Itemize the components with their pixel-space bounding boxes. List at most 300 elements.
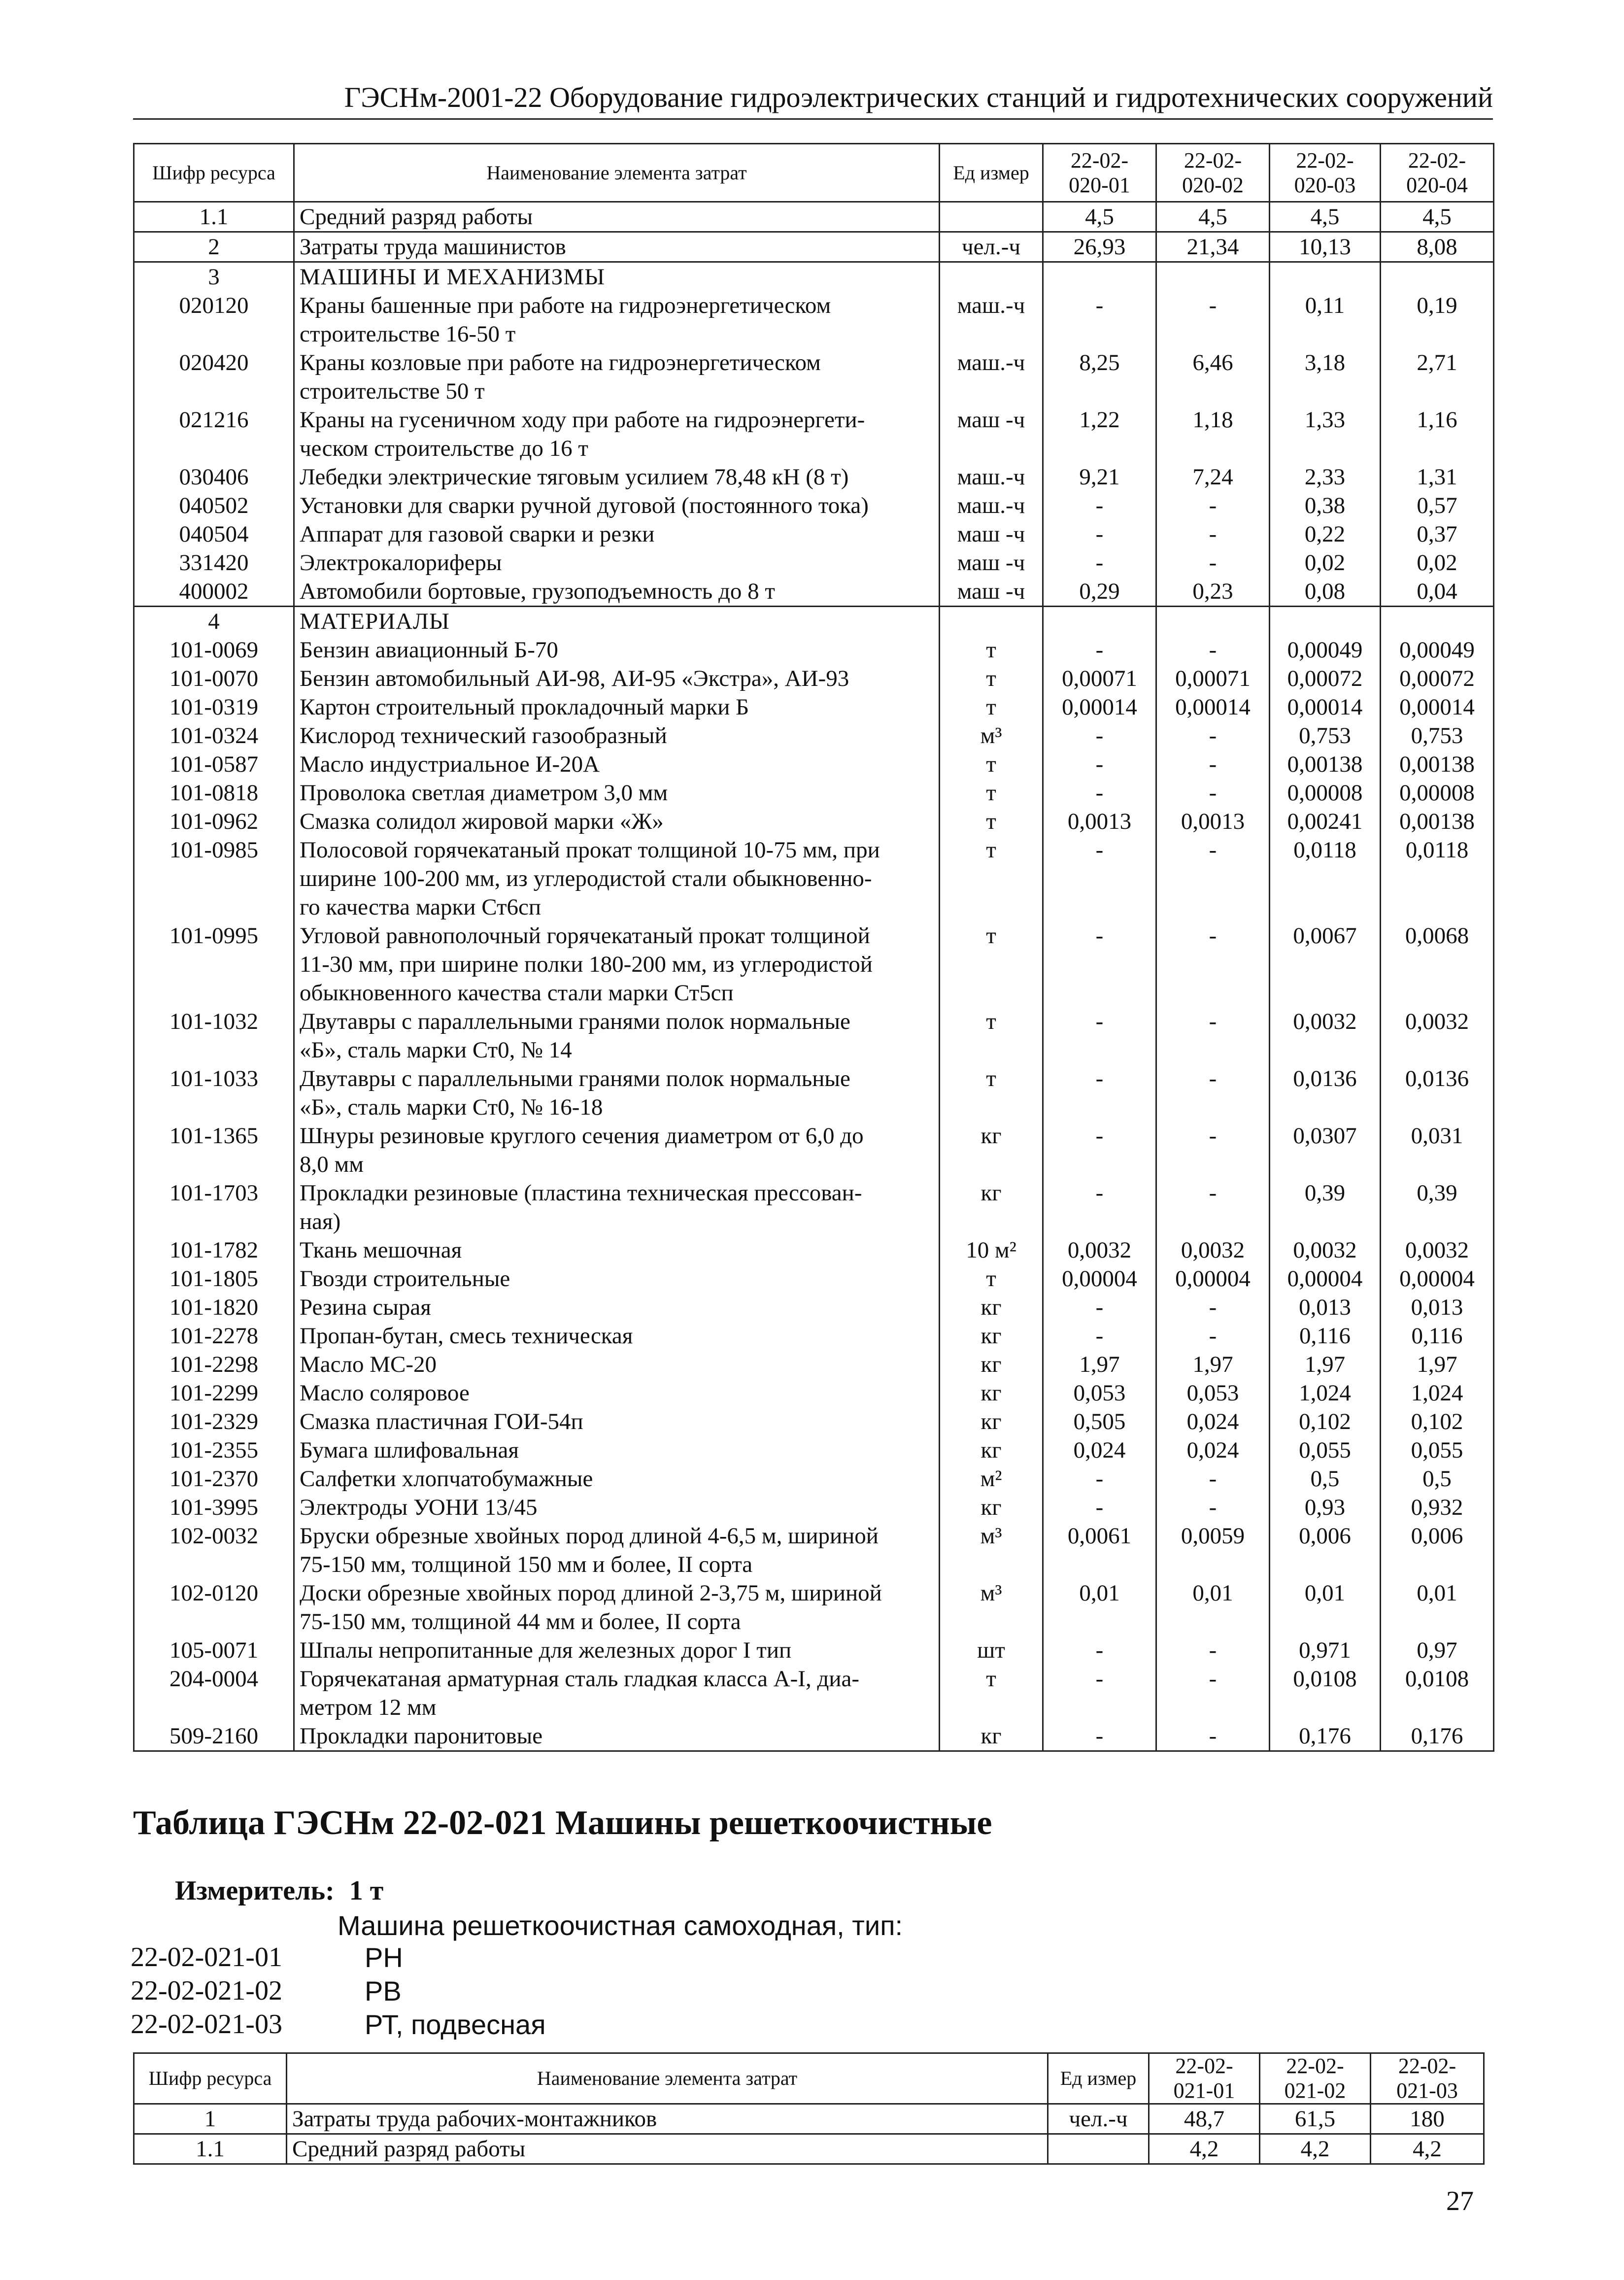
cell-value: 0,176 <box>1381 1722 1494 1751</box>
variant-name: РН <box>365 1942 403 1973</box>
cell-name-line: Угловой равнополочный горячекатаный прокат толщиной <box>300 923 870 949</box>
header-col-1: 22-02- 021-01 <box>1149 2053 1260 2104</box>
cell-name-line: Кислород технический газообразный <box>300 723 667 749</box>
cell-value: 0,0032 <box>1381 1007 1494 1064</box>
cell-unit <box>940 607 1043 636</box>
cell-value: 0,0013 <box>1156 807 1270 836</box>
header-col-4: 22-02- 020-04 <box>1381 144 1494 202</box>
page-number: 27 <box>1446 2186 1474 2216</box>
table-row <box>134 836 1494 921</box>
cell-value: 1,97 <box>1270 1350 1381 1379</box>
cell-value: - <box>1156 1064 1270 1122</box>
cell-code: 101-0324 <box>134 721 294 750</box>
cell-value: 1,024 <box>1381 1379 1494 1407</box>
table-row <box>134 2134 1484 2164</box>
cell-value: 1,024 <box>1270 1379 1381 1407</box>
cell-value: 0,971 <box>1270 1636 1381 1665</box>
cell-value: 0,053 <box>1156 1379 1270 1407</box>
cell-value: - <box>1043 836 1156 921</box>
cell-name-line: Двутавры с параллельными гранями полок нормальные <box>300 1066 850 1091</box>
cell-name-line: Пропан-бутан, смесь техническая <box>300 1323 633 1349</box>
cell-value: 0,0059 <box>1156 1522 1270 1579</box>
cell-code: 101-1032 <box>134 1007 294 1064</box>
cell-name <box>294 607 940 636</box>
cell-value: - <box>1156 520 1270 548</box>
table-row <box>134 693 1494 721</box>
cell-name-line: Двутавры с параллельными гранями полок нормальные <box>300 1009 850 1034</box>
cell-code: 204-0004 <box>134 1665 294 1722</box>
cell-value: 0,0108 <box>1381 1665 1494 1722</box>
cell-value: - <box>1156 1007 1270 1064</box>
cell-name-line: Проволока светлая диаметром 3,0 мм <box>300 780 668 806</box>
cell-name-line: «Б», сталь марки Ст0, № 16-18 <box>300 1094 603 1120</box>
cell-value: - <box>1043 520 1156 548</box>
cell-unit: т <box>940 750 1043 779</box>
cell-unit: т <box>940 693 1043 721</box>
cell-name <box>294 1122 940 1179</box>
cell-name <box>294 491 940 520</box>
cell-name <box>294 463 940 491</box>
cell-code: 101-2370 <box>134 1464 294 1493</box>
cell-unit: т <box>940 636 1043 664</box>
cell-value <box>1270 262 1381 292</box>
cell-unit: м³ <box>940 1579 1043 1636</box>
cell-name-line: го качества марки Ст6сп <box>300 894 541 920</box>
cell-value: 4,5 <box>1270 202 1381 232</box>
cell-value: 0,04 <box>1381 577 1494 607</box>
cell-value: - <box>1043 291 1156 348</box>
cell-code: 020420 <box>134 348 294 406</box>
cell-value: - <box>1043 548 1156 577</box>
cell-unit: кг <box>940 1293 1043 1322</box>
cell-name-line: Шпалы непропитанные для железных дорог I тип <box>300 1637 792 1663</box>
cell-value: 0,00008 <box>1381 779 1494 807</box>
table-row <box>134 1579 1494 1636</box>
header-code: Шифр ресурса <box>134 144 294 202</box>
cell-value: - <box>1043 921 1156 1007</box>
table-header-row <box>134 144 1494 202</box>
cell-unit: 10 м² <box>940 1236 1043 1264</box>
cell-value: - <box>1156 491 1270 520</box>
cell-value <box>1043 262 1156 292</box>
cell-code: 4 <box>134 607 294 636</box>
cell-code: 101-1365 <box>134 1122 294 1179</box>
cell-code: 102-0032 <box>134 1522 294 1579</box>
cell-value <box>1043 607 1156 636</box>
cell-value: 0,116 <box>1270 1322 1381 1350</box>
cell-name-line: ческом строительстве до 16 т <box>300 436 588 461</box>
cell-code: 101-2298 <box>134 1350 294 1379</box>
table-row <box>134 520 1494 548</box>
cell-unit: м³ <box>940 721 1043 750</box>
table-row <box>134 664 1494 693</box>
cell-unit: т <box>940 1264 1043 1293</box>
table-body <box>134 2104 1484 2164</box>
cell-value: 0,753 <box>1381 721 1494 750</box>
cell-name-line: Салфетки хлопчатобумажные <box>300 1466 593 1492</box>
table-row <box>134 291 1494 348</box>
table-row <box>134 577 1494 607</box>
cell-value: - <box>1043 1064 1156 1122</box>
cell-value: - <box>1043 1122 1156 1179</box>
cell-name-line: Краны на гусеничном ходу при работе на гидроэнергети- <box>300 407 865 433</box>
cell-name-line: Гвозди строительные <box>300 1266 510 1292</box>
cell-value: 0,29 <box>1043 577 1156 607</box>
cell-unit: маш -ч <box>940 520 1043 548</box>
cell-value: 0,00014 <box>1043 693 1156 721</box>
cell-name <box>294 1407 940 1436</box>
cell-unit: т <box>940 779 1043 807</box>
table-row <box>134 1064 1494 1122</box>
cell-value: 0,00014 <box>1381 693 1494 721</box>
table-row <box>134 1179 1494 1236</box>
table-row <box>134 1436 1494 1464</box>
cell-value: 0,00138 <box>1381 750 1494 779</box>
cell-value: - <box>1156 836 1270 921</box>
cell-value: 21,34 <box>1156 232 1270 262</box>
cell-value: 0,00014 <box>1270 693 1381 721</box>
cell-name-line: Полосовой горячекатаный прокат толщиной 10-75 мм, при <box>300 837 880 863</box>
cell-value: 0,00241 <box>1270 807 1381 836</box>
cell-value: 8,08 <box>1381 232 1494 262</box>
cell-value: 0,00004 <box>1043 1264 1156 1293</box>
table-row <box>134 1493 1494 1522</box>
cell-value: 0,102 <box>1381 1407 1494 1436</box>
header-col-2: 22-02- 021-02 <box>1260 2053 1371 2104</box>
table-row <box>134 232 1494 262</box>
cell-value: - <box>1156 1293 1270 1322</box>
header-name: Наименование элемента затрат <box>287 2053 1048 2104</box>
cell-unit <box>940 202 1043 232</box>
cell-value: 0,00072 <box>1381 664 1494 693</box>
header-col-2: 22-02- 020-02 <box>1156 144 1270 202</box>
meter-line <box>175 1875 383 1906</box>
cell-value: 2,71 <box>1381 348 1494 406</box>
cell-value: - <box>1043 750 1156 779</box>
cell-unit: м² <box>940 1464 1043 1493</box>
cell-unit: т <box>940 921 1043 1007</box>
cell-code: 101-0962 <box>134 807 294 836</box>
cell-code: 3 <box>134 262 294 292</box>
cell-value: - <box>1156 750 1270 779</box>
cell-name <box>294 1322 940 1350</box>
cell-value: - <box>1156 636 1270 664</box>
cell-name <box>294 750 940 779</box>
cell-value <box>1156 262 1270 292</box>
cell-unit: кг <box>940 1493 1043 1522</box>
cell-name <box>294 1493 940 1522</box>
cell-value: 1,97 <box>1043 1350 1156 1379</box>
cell-name-line: Шнуры резиновые круглого сечения диаметром от 6,0 до <box>300 1123 864 1149</box>
table-row <box>134 607 1494 636</box>
cell-value: 0,5 <box>1381 1464 1494 1493</box>
cell-name-line: 75-150 мм, толщиной 44 мм и более, II сорта <box>300 1609 741 1634</box>
variant-name: РТ, подвесная <box>365 2009 546 2040</box>
cell-value: 0,02 <box>1270 548 1381 577</box>
cell-name <box>294 1665 940 1722</box>
cell-value: - <box>1043 779 1156 807</box>
cell-value: 1,22 <box>1043 406 1156 463</box>
cell-unit: кг <box>940 1350 1043 1379</box>
cell-name <box>294 1236 940 1264</box>
cell-code: 101-0070 <box>134 664 294 693</box>
cell-code: 101-0069 <box>134 636 294 664</box>
cell-code: 331420 <box>134 548 294 577</box>
cell-name <box>294 1722 940 1751</box>
cell-value: - <box>1156 721 1270 750</box>
cell-name <box>294 1436 940 1464</box>
cell-value: 0,08 <box>1270 577 1381 607</box>
cell-value: 1,18 <box>1156 406 1270 463</box>
cell-name-line: Электроды УОНИ 13/45 <box>300 1495 538 1520</box>
cell-name-line: Затраты труда рабочих-монтажников <box>292 2106 657 2132</box>
cell-value: - <box>1156 1179 1270 1236</box>
meter-value: 1 т <box>349 1875 384 1906</box>
cell-code: 040502 <box>134 491 294 520</box>
cell-value: 1,16 <box>1381 406 1494 463</box>
cell-name <box>294 836 940 921</box>
cell-value: 0,0032 <box>1381 1236 1494 1264</box>
cell-value: 6,46 <box>1156 348 1270 406</box>
cell-unit: маш.-ч <box>940 291 1043 348</box>
cell-unit <box>940 262 1043 292</box>
table-row <box>134 1379 1494 1407</box>
cell-value: 0,006 <box>1381 1522 1494 1579</box>
cell-name <box>287 2134 1048 2164</box>
table-row <box>134 921 1494 1007</box>
cell-code: 101-1820 <box>134 1293 294 1322</box>
cell-value: 180 <box>1371 2104 1484 2134</box>
cell-name-line: метром 12 мм <box>300 1695 437 1720</box>
cell-name <box>294 1179 940 1236</box>
cell-name-line: Прокладки резиновые (пластина техническая прессован- <box>300 1180 862 1206</box>
cell-unit: т <box>940 1007 1043 1064</box>
cell-value: 0,932 <box>1381 1493 1494 1522</box>
cell-value: 4,2 <box>1371 2134 1484 2164</box>
cell-name-line: Смазка пластичная ГОИ-54п <box>300 1409 583 1434</box>
cell-name-line: Ткань мешочная <box>300 1237 462 1263</box>
cell-value: 0,39 <box>1270 1179 1381 1236</box>
variant-code: 22-02-021-02 <box>131 1975 282 2006</box>
cell-value: 0,176 <box>1270 1722 1381 1751</box>
cell-unit: маш.-ч <box>940 491 1043 520</box>
cell-name <box>294 520 940 548</box>
cell-value: 8,25 <box>1043 348 1156 406</box>
cell-value: - <box>1156 1665 1270 1722</box>
cell-code: 101-2355 <box>134 1436 294 1464</box>
cell-name <box>294 202 940 232</box>
cell-value <box>1381 607 1494 636</box>
cell-unit: кг <box>940 1322 1043 1350</box>
variant-code: 22-02-021-03 <box>131 2009 282 2040</box>
cell-name-line: Бумага шлифовальная <box>300 1437 519 1463</box>
cell-code: 101-3995 <box>134 1493 294 1522</box>
table-row <box>134 262 1494 292</box>
cell-value: - <box>1043 491 1156 520</box>
cell-name <box>287 2104 1048 2134</box>
cell-value: - <box>1043 721 1156 750</box>
cell-name-line: «Б», сталь марки Ст0, № 14 <box>300 1037 572 1063</box>
cell-name <box>294 1379 940 1407</box>
table-body <box>134 202 1494 1751</box>
cell-name-line: Горячекатаная арматурная сталь гладкая класса А-I, диа- <box>300 1666 860 1692</box>
cell-name-line: строительстве 16-50 т <box>300 321 516 347</box>
cell-name-line: Масло индустриальное И-20А <box>300 751 600 777</box>
header-col-3: 22-02- 020-03 <box>1270 144 1381 202</box>
cell-value: 1,97 <box>1156 1350 1270 1379</box>
header-code: Шифр ресурса <box>134 2053 287 2104</box>
cell-value: 0,0032 <box>1270 1236 1381 1264</box>
cell-value: 0,006 <box>1270 1522 1381 1579</box>
cell-code: 1.1 <box>134 2134 287 2164</box>
cell-code: 101-0995 <box>134 921 294 1007</box>
header-unit: Ед измер <box>1048 2053 1149 2104</box>
cell-value: 0,00004 <box>1270 1264 1381 1293</box>
cell-name-line: Масло МС-20 <box>300 1352 437 1377</box>
cell-name <box>294 921 940 1007</box>
cell-name-line: Бензин автомобильный АИ-98, АИ-95 «Экстра», АИ-93 <box>300 666 849 691</box>
cell-value: 4,2 <box>1260 2134 1371 2164</box>
cell-name-line: Картон строительный прокладочный марки Б <box>300 694 749 720</box>
table-row <box>134 1407 1494 1436</box>
resource-table-021 <box>133 2052 1485 2165</box>
cell-name <box>294 291 940 348</box>
cell-unit: маш.-ч <box>940 348 1043 406</box>
cell-name <box>294 664 940 693</box>
cell-value: 0,93 <box>1270 1493 1381 1522</box>
variant-name: РВ <box>365 1975 402 2007</box>
cell-value: 0,0032 <box>1270 1007 1381 1064</box>
header-col-1: 22-02- 020-01 <box>1043 144 1156 202</box>
cell-value: 0,0068 <box>1381 921 1494 1007</box>
cell-value: 0,055 <box>1381 1436 1494 1464</box>
cell-unit: чел.-ч <box>1048 2104 1149 2134</box>
cell-value: 0,031 <box>1381 1122 1494 1179</box>
cell-unit: м³ <box>940 1522 1043 1579</box>
cell-value: 0,97 <box>1381 1636 1494 1665</box>
table-row <box>134 463 1494 491</box>
page-header <box>133 79 1493 120</box>
cell-name-line: 75-150 мм, толщиной 150 мм и более, II сорта <box>300 1552 753 1577</box>
cell-value: 0,0013 <box>1043 807 1156 836</box>
cell-value: - <box>1043 1322 1156 1350</box>
table-row <box>134 1665 1494 1722</box>
cell-name <box>294 262 940 292</box>
cell-value: 4,2 <box>1149 2134 1260 2164</box>
table-row <box>134 721 1494 750</box>
cell-code: 101-2278 <box>134 1322 294 1350</box>
table-header-row <box>134 2053 1484 2104</box>
cell-value: 48,7 <box>1149 2104 1260 2134</box>
cell-unit: т <box>940 1064 1043 1122</box>
cell-value: 0,00071 <box>1043 664 1156 693</box>
cell-value: - <box>1156 548 1270 577</box>
table-row <box>134 1236 1494 1264</box>
cell-code: 101-0818 <box>134 779 294 807</box>
cell-name-line: Прокладки паронитовые <box>300 1723 543 1749</box>
cell-name <box>294 807 940 836</box>
header-unit: Ед измер <box>940 144 1043 202</box>
cell-code: 101-1805 <box>134 1264 294 1293</box>
cell-name <box>294 1522 940 1579</box>
cell-value: 0,00014 <box>1156 693 1270 721</box>
cell-value: 0,00049 <box>1270 636 1381 664</box>
cell-value: - <box>1043 1179 1156 1236</box>
cell-value: 0,37 <box>1381 520 1494 548</box>
cell-value: 26,93 <box>1043 232 1156 262</box>
cell-unit: маш -ч <box>940 406 1043 463</box>
cell-name-line: Установки для сварки ручной дуговой (постоянного тока) <box>300 493 869 518</box>
cell-value: 0,0136 <box>1381 1064 1494 1122</box>
table-row <box>134 636 1494 664</box>
table-row <box>134 1007 1494 1064</box>
table-row <box>134 348 1494 406</box>
table-row <box>134 779 1494 807</box>
table-row <box>134 750 1494 779</box>
cell-name <box>294 1264 940 1293</box>
cell-name-line: Краны козловые при работе на гидроэнергетическом <box>300 350 821 375</box>
cell-value: 0,753 <box>1270 721 1381 750</box>
cell-value: 1,31 <box>1381 463 1494 491</box>
cell-name <box>294 548 940 577</box>
cell-name-line: Лебедки электрические тяговым усилием 78,48 кН (8 т) <box>300 464 849 490</box>
cell-value: 0,01 <box>1156 1579 1270 1636</box>
cell-value: 0,22 <box>1270 520 1381 548</box>
cell-value: 61,5 <box>1260 2104 1371 2134</box>
cell-value: 0,0118 <box>1270 836 1381 921</box>
cell-value: 0,0067 <box>1270 921 1381 1007</box>
cell-name <box>294 1293 940 1322</box>
cell-value: 4,5 <box>1381 202 1494 232</box>
cell-unit: т <box>940 664 1043 693</box>
cell-name-line: Краны башенные при работе на гидроэнергетическом <box>300 293 831 318</box>
cell-code: 101-1703 <box>134 1179 294 1236</box>
cell-unit: т <box>940 1665 1043 1722</box>
table-row <box>134 491 1494 520</box>
cell-value: - <box>1156 779 1270 807</box>
cell-value: 0,00071 <box>1156 664 1270 693</box>
cell-value: 0,0032 <box>1043 1236 1156 1264</box>
cell-value: 0,102 <box>1270 1407 1381 1436</box>
cell-code: 1.1 <box>134 202 294 232</box>
cell-name-line: обыкновенного качества стали марки Ст5сп <box>300 980 734 1006</box>
cell-name-line: Доски обрезные хвойных пород длиной 2-3,75 м, шириной <box>300 1580 882 1606</box>
cell-code: 101-1782 <box>134 1236 294 1264</box>
cell-value: - <box>1043 1464 1156 1493</box>
cell-unit: кг <box>940 1407 1043 1436</box>
table-title-021: Таблица ГЭСНм 22-02-021 Машины решеткоочистные <box>133 1804 992 1842</box>
cell-unit: маш -ч <box>940 548 1043 577</box>
cell-unit: кг <box>940 1179 1043 1236</box>
cell-value: - <box>1156 1493 1270 1522</box>
cell-value: 0,013 <box>1270 1293 1381 1322</box>
cell-name-line: строительстве 50 т <box>300 378 485 404</box>
cell-code: 101-2299 <box>134 1379 294 1407</box>
cell-name-line: Электрокалориферы <box>300 550 502 576</box>
cell-value: 0,00138 <box>1381 807 1494 836</box>
cell-value: 0,57 <box>1381 491 1494 520</box>
cell-value: 0,38 <box>1270 491 1381 520</box>
cell-unit <box>1048 2134 1149 2164</box>
cell-value: - <box>1043 636 1156 664</box>
cell-unit: т <box>940 836 1043 921</box>
cell-value: - <box>1156 1636 1270 1665</box>
cell-value: 1,97 <box>1381 1350 1494 1379</box>
cell-name-line: Затраты труда машинистов <box>300 234 566 260</box>
cell-value: 9,21 <box>1043 463 1156 491</box>
cell-value <box>1381 262 1494 292</box>
cell-name <box>294 779 940 807</box>
